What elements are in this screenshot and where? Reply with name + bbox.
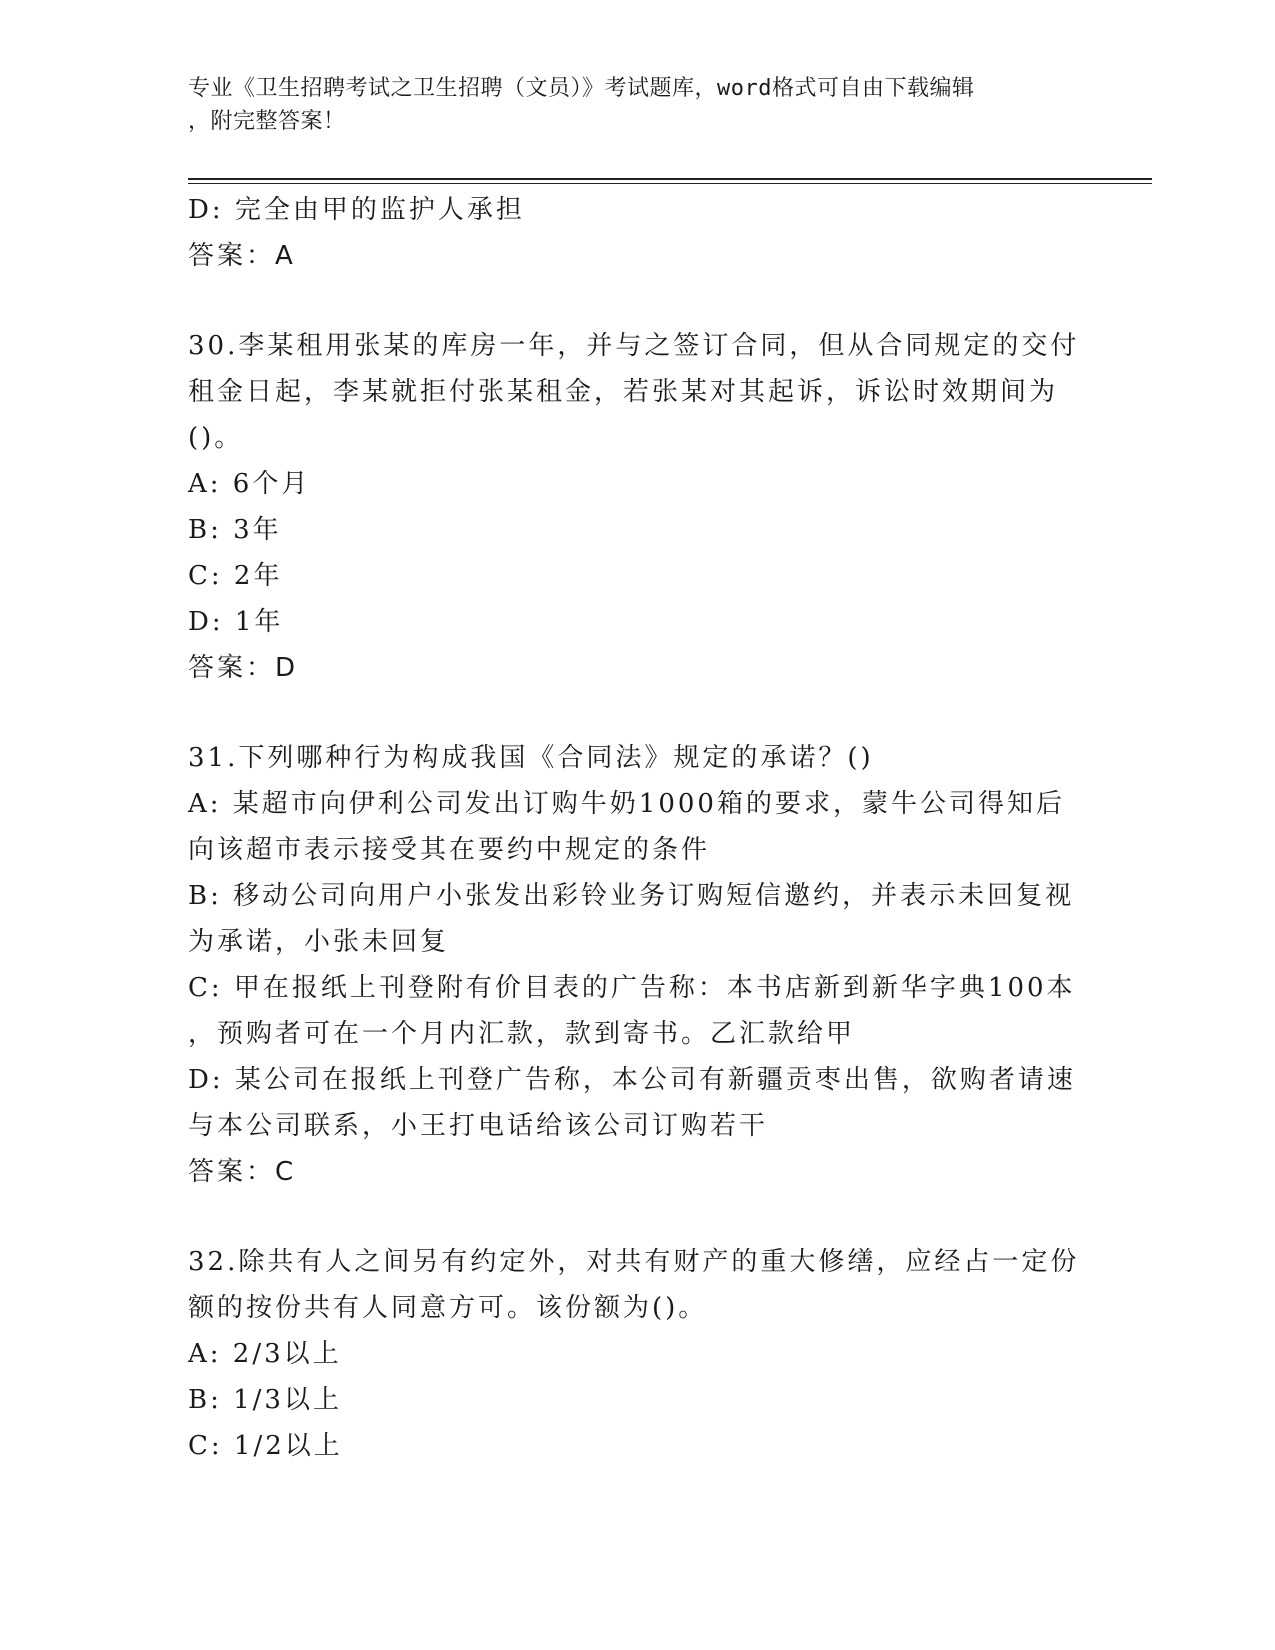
option-c: C: 甲在报纸上刊登附有价目表的广告称：本书店新到新华字典100本: [188, 973, 1076, 1003]
option-b: B: 1/3以上: [188, 1385, 342, 1415]
question-32: [188, 1239, 1088, 1469]
question-stem: 额的按份共有人同意方可。该份额为()。: [188, 1293, 708, 1323]
option-d: D: 1年: [188, 607, 284, 637]
option-a: A: 某超市向伊利公司发出订购牛奶1000箱的要求，蒙牛公司得知后: [188, 789, 1065, 819]
option-b: B: 移动公司向用户小张发出彩铃业务订购短信邀约，并表示未回复视: [188, 881, 1075, 911]
option-a-cont: 向该超市表示接受其在要约中规定的条件: [188, 835, 711, 865]
question-content: [188, 187, 1088, 1469]
question-30: [188, 323, 1088, 691]
header-line-2: ，附完整答案！: [188, 109, 346, 134]
answer: 答案：A: [188, 241, 296, 271]
option-d-cont: 与本公司联系，小王打电话给该公司订购若干: [188, 1111, 769, 1141]
question-31: [188, 735, 1088, 1195]
option-a: A: 6个月: [188, 469, 311, 499]
option-b-cont: 为承诺，小张未回复: [188, 927, 450, 957]
question-stem: ()。: [188, 423, 244, 453]
answer: 答案：D: [188, 653, 299, 683]
header-line-1: 专业《卫生招聘考试之卫生招聘（文员）》考试题库，word格式可自由下载编辑: [188, 76, 975, 101]
option-a: A: 2/3以上: [188, 1339, 342, 1369]
option-c-cont: ，预购者可在一个月内汇款，款到寄书。乙汇款给甲: [188, 1019, 856, 1049]
document-header: [188, 72, 1068, 138]
option-d: D: 完全由甲的监护人承担: [188, 195, 525, 225]
header-divider-thin: [188, 183, 1152, 184]
option-c: C: 2年: [188, 561, 283, 591]
option-b: B: 3年: [188, 515, 282, 545]
option-c: C: 1/2以上: [188, 1431, 343, 1461]
question-stem: 31.下列哪种行为构成我国《合同法》规定的承诺？(): [188, 743, 874, 773]
question-stem: 32.除共有人之间另有约定外，对共有财产的重大修缮，应经占一定份: [188, 1247, 1080, 1277]
answer: 答案：C: [188, 1157, 297, 1187]
header-divider: [188, 178, 1152, 180]
question-29-tail: [188, 187, 1088, 279]
question-stem: 30.李某租用张某的库房一年，并与之签订合同，但从合同规定的交付: [188, 331, 1080, 361]
question-stem: 租金日起，李某就拒付张某租金，若张某对其起诉，诉讼时效期间为: [188, 377, 1059, 407]
option-d: D: 某公司在报纸上刊登广告称，本公司有新疆贡枣出售，欲购者请速: [188, 1065, 1076, 1095]
